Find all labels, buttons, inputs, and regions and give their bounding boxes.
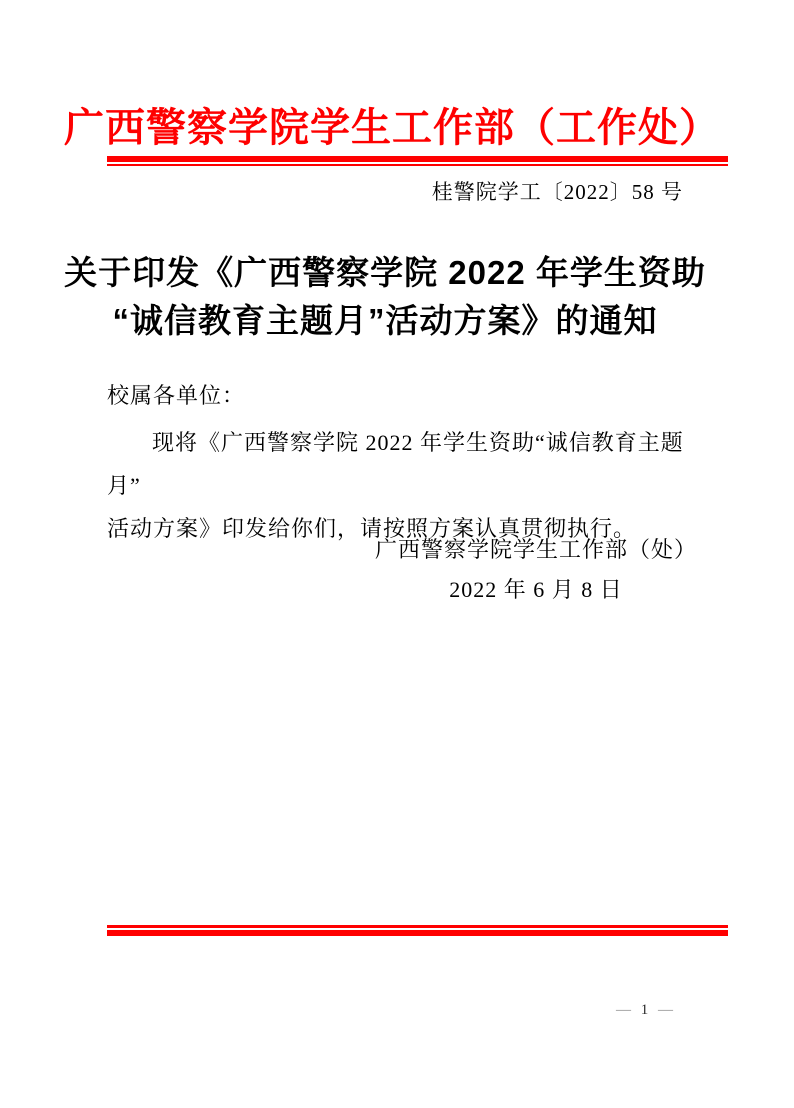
document-title-line-2: “诚信教育主题月”活动方案》的通知 — [112, 302, 658, 339]
body-paragraph-line-1: 现将《广西警察学院 2022 年学生资助“诚信教育主题月” — [107, 430, 684, 498]
signature-date: 2022 年 6 月 8 日 — [449, 577, 623, 602]
issuing-authority-header: 广西警察学院学生工作部（工作处） — [64, 106, 720, 150]
header-rule-thin-line — [107, 164, 728, 166]
page-number-right-dash: — — [658, 1002, 674, 1018]
signature-organization: 广西警察学院学生工作部（处） — [374, 537, 697, 562]
footer-double-rule — [107, 925, 728, 936]
page-number-left-dash: — — [616, 1002, 632, 1018]
document-title — [0, 249, 770, 345]
page-number-value: 1 — [640, 1002, 650, 1018]
document-reference-number: 桂警院学工〔2022〕58 号 — [431, 180, 683, 204]
signature-block — [375, 530, 697, 610]
salutation: 校属各单位： — [107, 383, 246, 408]
document-title-line-1: 关于印发《广西警察学院 2022 年学生资助 — [64, 254, 706, 291]
body-paragraph-line-2: 活动方案》印发给你们，请按照方案认真贯彻执行。 — [107, 516, 637, 541]
page-number — [612, 1002, 678, 1019]
header-double-rule — [107, 156, 728, 166]
footer-rule-thick-line — [107, 930, 728, 936]
